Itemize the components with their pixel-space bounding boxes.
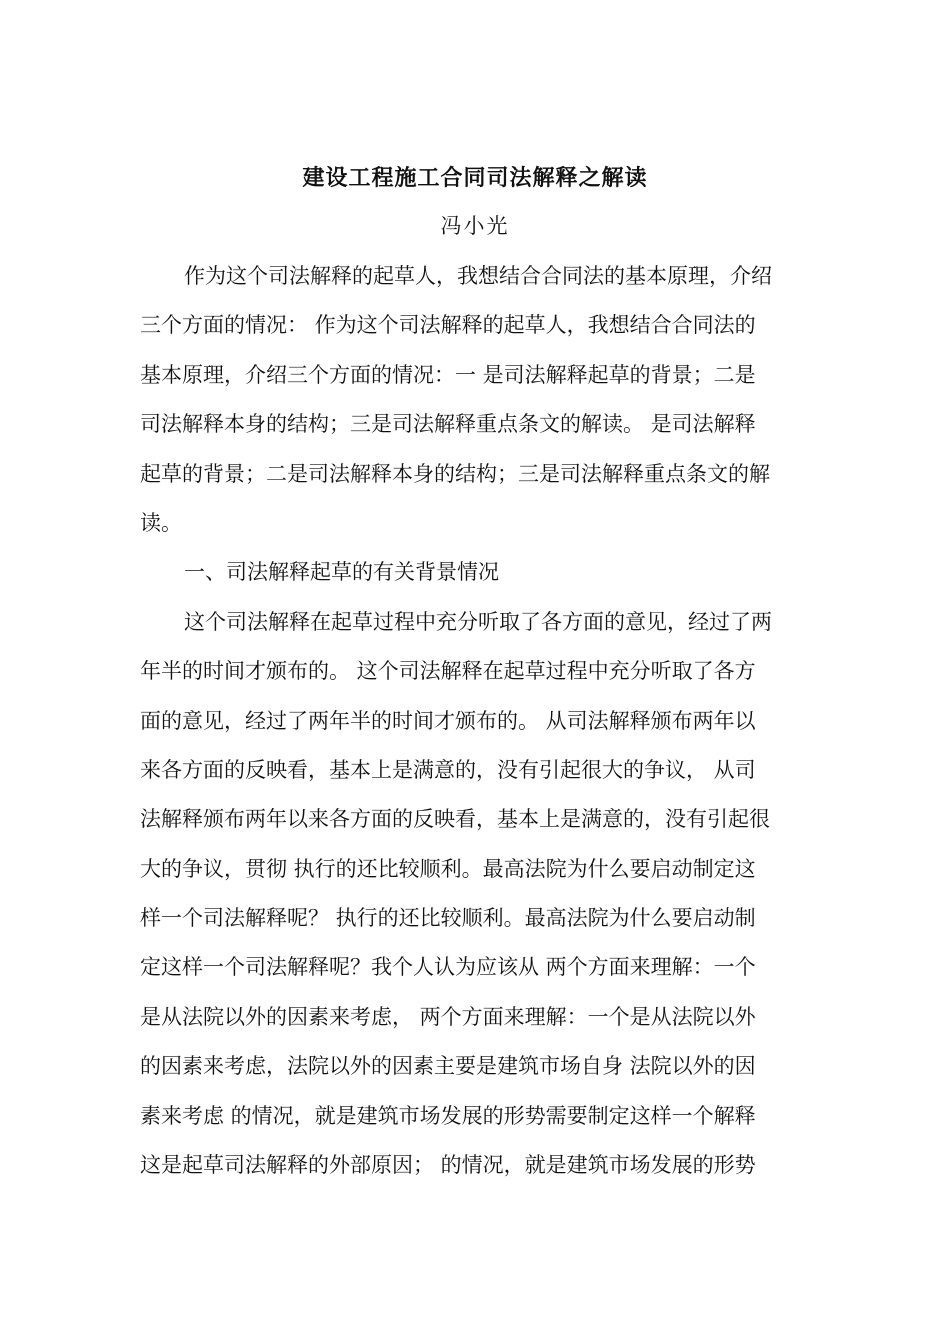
paragraph-line: 来各方面的反映看，基本上是满意的，没有引起很大的争议， 从司 — [140, 757, 756, 782]
paragraph-line: 司法解释本身的结构；三是司法解释重点条文的解读。 是司法解释 — [140, 412, 756, 437]
paragraph-line: 法解释颁布两年以来各方面的反映看，基本上是满意的，没有引起很 — [140, 807, 770, 832]
paragraph-line: 大的争议，贯彻 执行的还比较顺利。最高法院为什么要启动制定这 — [140, 856, 756, 881]
paragraph-line: 基本原理，介绍三个方面的情况：一 是司法解释起草的背景；二是 — [140, 362, 756, 387]
paragraph-line: 是从法院以外的因素来考虑， 两个方面来理解：一个是从法院以外 — [140, 1004, 756, 1029]
paragraph-line: 读。 — [140, 510, 182, 535]
section-heading: 一、司法解释起草的有关背景情况 — [184, 560, 499, 585]
document-title: 建设工程施工合同司法解释之解读 — [302, 165, 648, 191]
paragraph-line: 面的意见，经过了两年半的时间才颁布的。 从司法解释颁布两年以 — [140, 708, 756, 733]
document-author: 冯小光 — [440, 214, 510, 238]
paragraph-line: 起草的背景；二是司法解释本身的结构；三是司法解释重点条文的解 — [140, 461, 770, 486]
paragraph-line: 这是起草司法解释的外部原因； 的情况，就是建筑市场发展的形势 — [140, 1153, 756, 1178]
paragraph-line: 三个方面的情况： 作为这个司法解释的起草人，我想结合合同法的 — [140, 313, 756, 338]
paragraph-line: 样一个司法解释呢？ 执行的还比较顺利。最高法院为什么要启动制 — [140, 906, 756, 931]
paragraph-line: 定这样一个司法解释呢？我个人认为应该从 两个方面来理解：一个 — [140, 955, 756, 980]
paragraph-line: 素来考虑 的情况，就是建筑市场发展的形势需要制定这样一个解释 — [140, 1103, 756, 1128]
paragraph-line: 这个司法解释在起草过程中充分听取了各方面的意见，经过了两 — [184, 609, 772, 634]
paragraph-line: 作为这个司法解释的起草人，我想结合合同法的基本原理，介绍 — [184, 264, 772, 288]
paragraph-line: 年半的时间才颁布的。 这个司法解释在起草过程中充分听取了各方 — [140, 659, 756, 684]
document-body — [140, 252, 815, 1190]
paragraph-line: 的因素来考虑，法院以外的因素主要是建筑市场自身 法院以外的因 — [140, 1054, 756, 1079]
